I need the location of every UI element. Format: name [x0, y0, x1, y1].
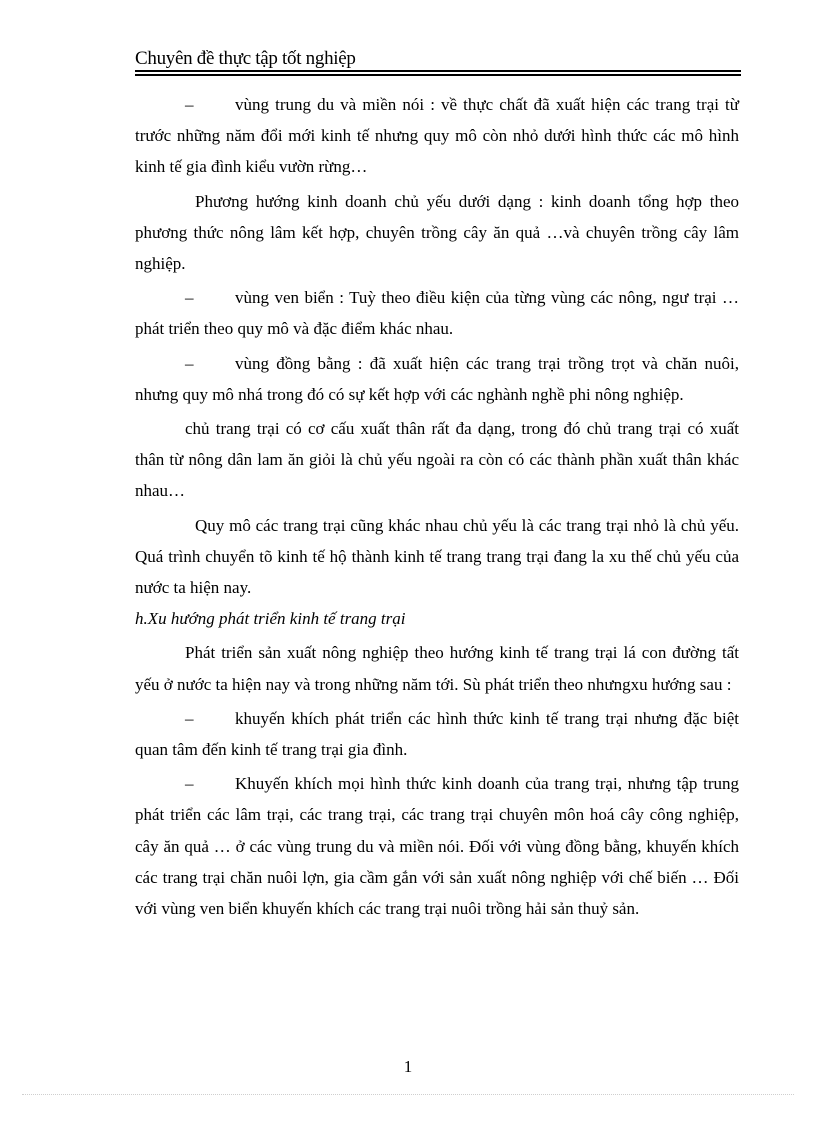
bullet-marker: – [185, 95, 194, 114]
bullet-paragraph-4 [135, 348, 739, 410]
page-header [135, 48, 741, 70]
paragraph-7: Phát triển sản xuất nông nghiệp theo hướng kinh tế trang trại lá con đường tất yếu ở nước ta hiện nay và trong những năm tới. Sù phát triển theo nhưngxu hướng sau : [135, 643, 739, 694]
page-number: 1 [403, 1057, 413, 1076]
paragraph-text: Khuyến khích mọi hình thức kinh doanh của trang trại, nhưng tập trung phát triển các lâm trại, các trang trại, các trang trại chuyên môn hoá cây công nghiệp, cây ăn quả … ở các vùng trung du và miền nói. Đối với vùng đồng bằng, khuyến khích các trang trại chăn nuôi lợn, gia cầm gắn với sản xuất nông nghiệp với chế biến … Đối với vùng ven biển khuyến khích các trang trại nuôi trồng hải sản thuỷ sản. [135, 774, 739, 919]
header-title: Chuyên đề thực tập tốt nghiệp [135, 48, 356, 69]
bullet-marker: – [185, 708, 194, 728]
bullet-paragraph-3 [135, 282, 739, 344]
bullet-marker: – [185, 353, 194, 373]
document-body [135, 89, 739, 924]
paragraph-text: khuyến khích phát triển các hình thức kinh tế trang trại nhưng đặc biệt quan tâm đến kinh tế trang trại gia đình. [135, 708, 739, 760]
bullet-paragraph-9 [135, 768, 739, 924]
paragraph-2: Phương hướng kinh doanh chủ yếu dưới dạng : kinh doanh tổng hợp theo phương thức nông lâm kết hợp, chuyên trồng cây ăn quả …và chuyên trồng cây lâm nghiệp. [135, 191, 739, 274]
paragraph-text: vùng đồng bằng : đã xuất hiện các trang trại trồng trọt và chăn nuôi, nhưng quy mô nhá trong đó có sự kết hợp với các nghành nghề phi nông nghiệp. [135, 353, 739, 404]
paragraph-6: Quy mô các trang trại cũng khác nhau chủ yếu là các trang trại nhỏ là chủ yếu. Quá trình chuyển tõ kinh tế hộ thành kinh tế trang trang trại đang la xu thế chủ yếu của nước ta hiện nay. [135, 515, 739, 598]
header-rule-double [135, 74, 741, 76]
paragraph-5: chủ trang trại có cơ cấu xuất thân rất đa dạng, trong đó chủ trang trại có xuất thân từ nông dân lam ăn giỏi là chủ yếu ngoài ra còn có các thành phần xuất thân khác nhau… [135, 419, 739, 501]
header-rule [135, 70, 741, 72]
bullet-marker: – [185, 774, 194, 794]
paragraph-text: vùng ven biển : Tuỳ theo điều kiện của từng vùng các nông, ngư trại … phát triển theo quy mô và đặc điểm khác nhau. [135, 288, 739, 339]
section-heading: h.Xu hướng phát triển kinh tế trang trại [135, 609, 406, 629]
bullet-paragraph-8 [135, 703, 739, 765]
page-boundary [22, 1094, 794, 1095]
bullet-marker: – [185, 288, 194, 308]
paragraph-text: vùng trung du và miền nói : về thực chất đã xuất hiện các trang trại từ trước những năm đổi mới kinh tế nhưng quy mô còn nhỏ dưới hình thức các mô hình kinh tế gia đình kiểu vườn rừng… [135, 95, 739, 177]
bullet-paragraph-1 [135, 89, 739, 183]
